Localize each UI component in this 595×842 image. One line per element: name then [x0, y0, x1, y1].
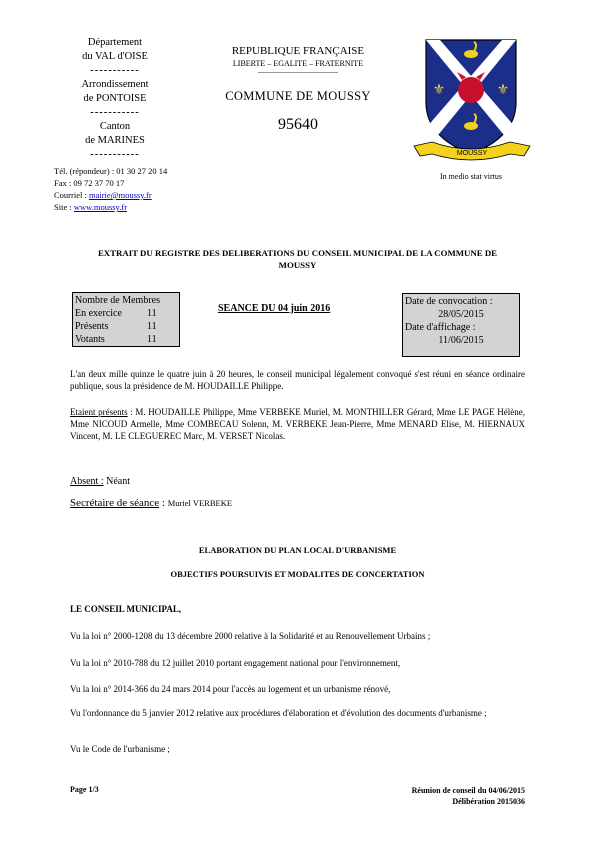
contact-block [54, 165, 254, 213]
affichage-date: 11/06/2015 [438, 335, 484, 346]
contact-email-line [54, 189, 254, 201]
email-label: Courriel : [54, 190, 89, 200]
center-header [180, 44, 416, 134]
absent-value: Néant [103, 476, 130, 487]
convocation-date: 28/05/2015 [438, 309, 484, 320]
departement-block [50, 36, 180, 162]
members-title: Nombre de Membres [75, 295, 160, 306]
svg-text:⚜: ⚜ [432, 83, 446, 98]
footer-reunion: Réunion de conseil du 04/06/2015 [411, 786, 525, 795]
presents-list: : M. HOUDAILLE Philippe, Mme VERBEKE Muriel, M. MONTHILLER Gérard, Mme LE PAGE Hélène, Mme NICOUD Armelle, Mme COMBECAU Solenn, M. VERBEKE Jean-Pierre, Mme MENARD Elise, M. HIERNAUX Vincent, M. LE CLEGUEREC Marc, M. VERSET Nicolas. [70, 407, 525, 441]
secretaire-name: Muriel VERBEKE [167, 498, 233, 508]
footer-deliberation: Délibération 2015036 [452, 797, 525, 806]
members-row-value: 11 [147, 308, 157, 319]
absent-label: Absent : [70, 476, 104, 487]
section-title: ELABORATION DU PLAN LOCAL D'URBANISME [198, 545, 397, 555]
members-row [75, 320, 177, 333]
registry-title: EXTRAIT DU REGISTRE DES DELIBERATIONS DU CONSEIL MUNICIPAL DE LA COMMUNE DE MOUSSY [97, 248, 498, 270]
arrondissement-name: de PONTOISE [83, 93, 147, 104]
contact-fax: Fax : 09 72 37 70 17 [54, 178, 125, 188]
secretaire-sep: : [159, 497, 168, 509]
absent-line [70, 476, 130, 487]
republique-motto: LIBERTE – EGALITE – FRATERNITE [232, 59, 364, 68]
convocation-label: Date de convocation : [405, 296, 493, 307]
members-row-value: 11 [147, 334, 157, 345]
separator: ----------- [90, 149, 140, 160]
separator: ----------- [90, 107, 140, 118]
page-number: Page 1/3 [70, 785, 99, 794]
canton-label: Canton [99, 121, 131, 132]
banner-text: MOUSSY [456, 150, 488, 157]
members-row [75, 333, 177, 346]
intro-paragraph: L'an deux mille quinze le quatre juin à 20 heures, le conseil municipal légalement convoqué s'est réuni en séance ordinaire publique, sous la présidence de M. HOUDAILLE Philippe. [70, 369, 525, 391]
contact-site-line [54, 201, 254, 213]
members-row [75, 307, 177, 320]
secretaire-label: Secrétaire de séance [70, 497, 160, 509]
vu-line: Vu la loi n° 2010-788 du 12 juillet 2010 portant engagement national pour l'environnement, [70, 658, 401, 668]
members-row-label: Votants [75, 334, 105, 345]
section-subtitle: OBJECTIFS POURSUIVIS ET MODALITES DE CONCERTATION [170, 569, 425, 579]
vu-line: Vu la loi n° 2014-366 du 24 mars 2014 pour l'accès au logement et un urbanisme rénové, [70, 684, 391, 694]
affichage-label: Date d'affichage : [405, 322, 476, 333]
email-link[interactable]: mairie@moussy.fr [88, 190, 152, 200]
vu-line: Vu l'ordonnance du 5 janvier 2012 relative aux procédures d'élaboration et d'évolution des documents d'urbanisme ; [70, 708, 487, 718]
departement-label: Département [87, 37, 143, 48]
separator: ----------- [90, 65, 140, 76]
members-row-value: 11 [147, 321, 157, 332]
site-link[interactable]: www.moussy.fr [73, 202, 128, 212]
presents-paragraph [70, 406, 525, 442]
secretaire-line [70, 497, 232, 509]
convocation-box [402, 293, 520, 357]
footer-reference [345, 785, 525, 807]
commune-title: COMMUNE DE MOUSSY [225, 89, 371, 103]
crest-motto: In medio stat virtus [440, 172, 502, 181]
svg-text:⚜: ⚜ [496, 83, 510, 98]
members-row-label: En exercice [75, 308, 122, 319]
seance-date: SEANCE DU 04 juin 2016 [218, 303, 331, 314]
members-box [72, 292, 180, 347]
site-label: Site : [54, 202, 74, 212]
vu-line: Vu le Code de l'urbanisme ; [70, 744, 170, 754]
presents-label: Etaient présents [70, 407, 128, 417]
republique-title: REPUBLIQUE FRANÇAISE [231, 45, 365, 57]
coat-of-arms-icon [412, 32, 537, 162]
contact-tel: Tél. (répondeur) : 01 30 27 20 14 [54, 166, 168, 176]
coat-of-arms [412, 32, 537, 162]
council-heading: LE CONSEIL MUNICIPAL, [70, 604, 182, 614]
departement-name: du VAL d'OISE [82, 51, 148, 62]
canton-name: de MARINES [85, 135, 145, 146]
divider [258, 72, 338, 73]
members-row-label: Présents [75, 321, 109, 332]
vu-line: Vu la loi n° 2000-1208 du 13 décembre 2000 relative à la Solidarité et au Renouvellement Urbains ; [70, 631, 431, 641]
arrondissement-label: Arrondissement [81, 79, 149, 90]
postal-code: 95640 [278, 116, 318, 133]
